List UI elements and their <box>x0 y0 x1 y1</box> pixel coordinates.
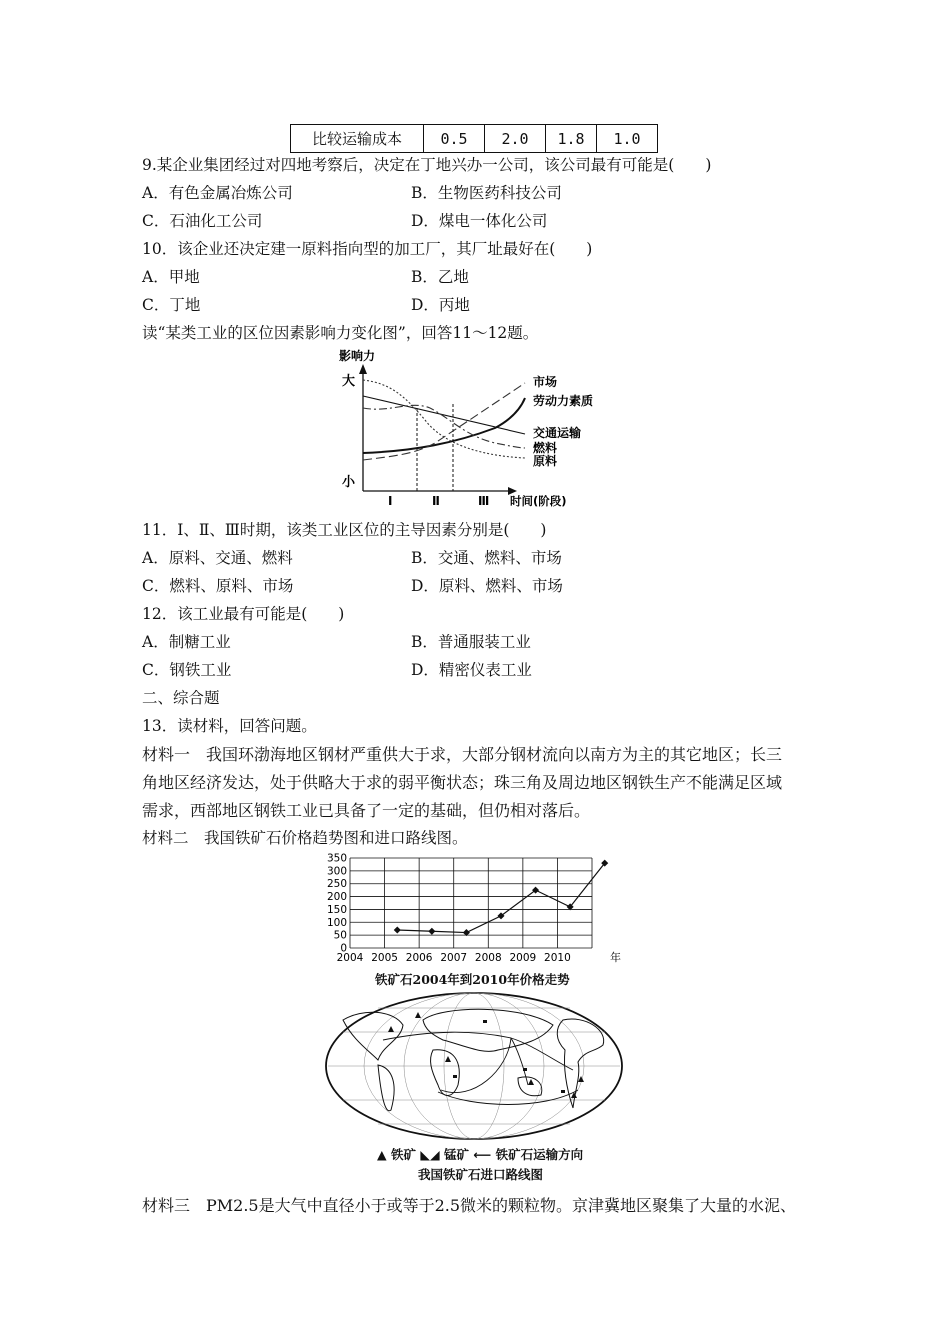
material-3-line: 材料三 PM2.5是大气中直径小于或等于2.5微米的颗粒物。京津冀地区聚集了大量的水泥、 <box>142 1196 797 1215</box>
y-tick-label: 300 <box>326 865 347 878</box>
q9-option-d: D．煤电一体化公司 <box>411 212 548 230</box>
series-market-line <box>363 383 525 460</box>
data-point <box>428 928 435 935</box>
stage-label: Ⅲ <box>478 494 490 508</box>
y-tick-label: 100 <box>326 916 347 929</box>
q11-option-a: A．原料、交通、燃料 <box>142 549 293 567</box>
y-tick-label: 350 <box>326 852 347 865</box>
material-2-heading: 材料二 我国铁矿石价格趋势图和进口路线图。 <box>142 829 468 847</box>
shipping-routes <box>383 1032 578 1104</box>
x-tick-label: 2004 <box>336 952 364 964</box>
legend-iron-label: 铁矿 <box>390 1147 416 1162</box>
y-tick-label: 200 <box>326 891 347 904</box>
chart-xlabel: 时间(阶段) <box>510 494 567 508</box>
q11-option-d: D．原料、燃料、市场 <box>411 577 563 595</box>
x-tick-label: 2010 <box>544 952 571 964</box>
series-fuel-line <box>363 405 525 448</box>
y-tick-label: 0 <box>340 942 347 955</box>
series-label: 原料 <box>533 454 558 468</box>
map-graticule <box>328 993 620 1139</box>
question-10-stem: 10．该企业还决定建一原料指向型的加工厂，其厂址最好在( ) <box>142 240 593 258</box>
y-axis-arrow <box>359 364 367 374</box>
q11-option-b: B．交通、燃料、市场 <box>411 549 562 567</box>
series-label: 交通运输 <box>533 426 582 440</box>
series-label: 燃料 <box>533 441 558 455</box>
q10-option-a: A．甲地 <box>142 268 200 286</box>
y-tick-label: 150 <box>326 903 347 916</box>
triangle-icon: ▲ <box>377 1147 387 1162</box>
q12-option-b: B．普通服装工业 <box>411 633 531 651</box>
series-transport-line <box>363 396 525 434</box>
x-tick-label: 2007 <box>440 952 468 964</box>
q11-option-c: C．燃料、原料、市场 <box>142 577 294 595</box>
chart-ybottom: 小 <box>342 475 356 490</box>
question-13-stem: 13．读材料，回答问题。 <box>142 717 317 735</box>
map-title: 我国铁矿石进口路线图 <box>418 1167 544 1182</box>
q10-option-c: C．丁地 <box>142 296 201 314</box>
reading-instruction: 读“某类工业的区位因素影响力变化图”，回答11～12题。 <box>142 324 539 342</box>
question-9-stem: 9.某企业集团经过对四地考察后，决定在丁地兴办一公司，该公司最有可能是( ) <box>142 156 712 174</box>
x-tick-label: 2006 <box>405 952 433 964</box>
x-tick-label: 2009 <box>509 952 537 964</box>
x-tick-labels <box>337 952 571 964</box>
q12-option-c: C．钢铁工业 <box>142 661 232 679</box>
series-raw-material-line <box>363 380 525 458</box>
q9-option-a: A．有色金属冶炼公司 <box>142 184 293 202</box>
material-1-line: 需求，西部地区钢铁工业已具备了一定的基础，但仍相对落后。 <box>142 801 591 820</box>
y-tick-label: 250 <box>326 878 347 891</box>
legend-manganese-label: 锰矿 <box>443 1147 469 1162</box>
series-label: 劳动力素质 <box>533 394 594 408</box>
legend-route-label: 铁矿石运输方向 <box>495 1147 584 1162</box>
map-legend <box>377 1145 583 1163</box>
x-axis-unit: 年 <box>610 951 621 964</box>
table-row-label: 比较运输成本 <box>291 125 424 153</box>
stage-label: Ⅰ <box>388 494 393 508</box>
stage-label: Ⅱ <box>432 494 440 508</box>
q12-option-a: A．制糖工业 <box>142 633 231 651</box>
x-tick-label: 2008 <box>474 952 502 964</box>
table-cell: 1.8 <box>546 125 597 153</box>
q10-option-b: B．乙地 <box>411 268 469 286</box>
table-cell: 1.0 <box>597 125 658 153</box>
q9-option-c: C．石油化工公司 <box>142 212 263 230</box>
material-1-line: 材料一 我国环渤海地区钢材严重供大于求，大部分钢材流向以南方为主的其它地区；长三 <box>142 745 783 764</box>
location-factor-chart <box>335 348 625 513</box>
series-label: 市场 <box>533 375 558 389</box>
chart-ylabel: 影响力 <box>339 349 376 363</box>
question-12-stem: 12．该工业最有可能是( ) <box>142 605 345 623</box>
table-cell: 0.5 <box>424 125 485 153</box>
iron-ore-import-route-map <box>323 990 625 1142</box>
q12-option-d: D．精密仪表工业 <box>411 661 532 679</box>
manganese-icon: ◣◢ <box>420 1147 440 1162</box>
q9-option-b: B．生物医药科技公司 <box>411 184 562 202</box>
table-cell: 2.0 <box>485 125 546 153</box>
x-tick-label: 2005 <box>371 952 398 964</box>
q10-option-d: D．丙地 <box>411 296 470 314</box>
transport-cost-table <box>290 124 658 153</box>
table-row <box>291 125 658 153</box>
y-tick-label: 50 <box>333 929 347 942</box>
series-labor-line <box>363 398 525 453</box>
chart-ytop: 大 <box>342 374 356 389</box>
chart-grid <box>350 858 592 948</box>
data-point <box>394 926 401 933</box>
material-1-line: 角地区经济发达，处于供略大于求的弱平衡状态；珠三角及周边地区钢铁生产不能满足区域 <box>142 773 783 792</box>
y-tick-labels <box>327 853 347 955</box>
iron-ore-price-chart <box>320 852 640 972</box>
question-11-stem: 11．Ⅰ、Ⅱ、Ⅲ时期，该类工业区位的主导因素分别是( ) <box>142 521 547 539</box>
arrow-left-icon: ⟵ <box>473 1147 492 1162</box>
price-chart-title: 铁矿石2004年到2010年价格走势 <box>375 972 570 987</box>
section-heading: 二、综合题 <box>142 689 220 707</box>
iron-ore-markers <box>388 1012 584 1098</box>
